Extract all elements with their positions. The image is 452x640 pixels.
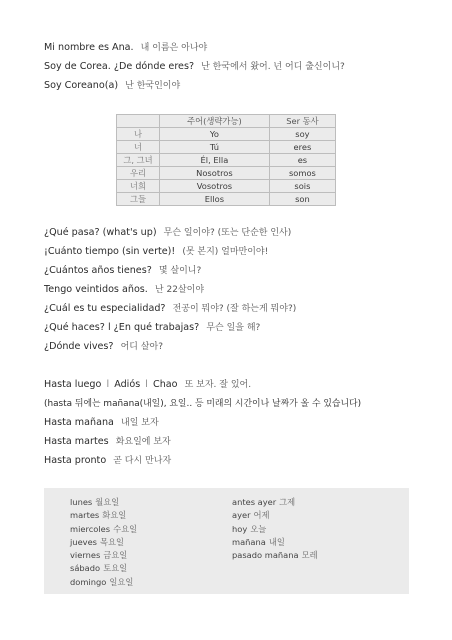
day-spanish: pasado mañana	[232, 550, 299, 561]
farewell-line	[44, 455, 171, 467]
list-item	[232, 536, 318, 549]
relative-days-list	[232, 496, 318, 562]
phrase-korean: (못 본지) 얼마만이야!	[182, 247, 269, 257]
farewell-note: (hasta 뒤에는 mañana(내일), 요일.. 등 미래의 시간이나 날짜가 올 수 있습니다)	[44, 399, 362, 409]
farewell-spanish: Adiós	[114, 379, 141, 390]
intro-line-3	[44, 80, 180, 92]
day-korean: 내일	[268, 536, 285, 547]
table-row	[117, 141, 336, 154]
farewell-line	[44, 436, 171, 448]
weekdays-list	[70, 496, 137, 589]
verb-form: eres	[269, 141, 335, 154]
phrase-line	[44, 341, 163, 353]
table-header-row	[117, 115, 336, 128]
phrase-korean: 몇 살이니?	[158, 266, 202, 276]
day-spanish: viernes	[70, 550, 101, 561]
pronoun-korean: 너희	[117, 180, 160, 193]
phrase-line	[44, 303, 296, 315]
intro-line-2	[44, 61, 345, 73]
pronoun-korean: 너	[117, 141, 160, 154]
day-korean: 일요일	[109, 576, 134, 587]
farewell-spanish: Hasta martes	[44, 436, 109, 447]
day-spanish: hoy	[232, 523, 248, 534]
intro-spanish: Soy Coreano(a)	[44, 80, 119, 91]
table-row	[117, 128, 336, 141]
intro-line-1	[44, 42, 207, 54]
verb-form: son	[269, 193, 335, 206]
pronoun-spanish: Tú	[160, 141, 270, 154]
intro-spanish: Soy de Corea. ¿De dónde eres?	[44, 61, 195, 72]
phrase-spanish: ¡Cuánto tiempo (sin verte)!	[44, 246, 176, 257]
phrase-spanish: ¿Dónde vives?	[44, 341, 114, 352]
verb-form: soy	[269, 128, 335, 141]
list-item	[232, 496, 318, 509]
table-row	[117, 180, 336, 193]
day-korean: 금요일	[103, 550, 128, 561]
intro-spanish: Mi nombre es Ana.	[44, 42, 134, 53]
farewell-korean: 곧 다시 만나자	[113, 456, 172, 466]
day-korean: 월요일	[95, 497, 120, 507]
intro-korean: 내 이름은 아나야	[140, 43, 208, 53]
day-korean: 오늘	[250, 523, 267, 534]
day-spanish: martes	[70, 510, 100, 521]
day-spanish: domingo	[70, 576, 107, 587]
phrase-korean: 무슨 일이야? (또는 단순한 인사)	[163, 228, 292, 238]
verb-form: es	[269, 154, 335, 167]
day-korean: 화요일	[102, 510, 127, 521]
day-korean: 목요일	[100, 536, 125, 547]
phrase-korean: 전공이 뭐야? (잘 하는게 뭐야?)	[172, 304, 297, 314]
day-spanish: jueves	[70, 536, 98, 547]
phrase-line	[44, 227, 291, 239]
phrase-line	[44, 284, 204, 296]
farewell-korean: 화요일에 보자	[115, 437, 171, 447]
farewell-korean: 내일 보자	[121, 418, 159, 428]
separator: l	[106, 379, 110, 390]
table-header-cell	[117, 115, 160, 128]
day-spanish: lunes	[70, 497, 93, 507]
pronoun-spanish: Yo	[160, 128, 270, 141]
phrase-spanish: ¿Cuál es tu especialidad?	[44, 303, 166, 314]
phrase-line	[44, 265, 201, 277]
list-item	[232, 509, 318, 522]
farewell-line	[44, 417, 159, 429]
farewell-spanish: Hasta luego	[44, 379, 102, 390]
table-row	[117, 193, 336, 206]
farewell-korean: 또 보자. 잘 있어.	[184, 380, 252, 390]
pronoun-spanish: Nosotros	[160, 167, 270, 180]
list-item	[70, 549, 137, 562]
list-item	[70, 562, 137, 575]
pronoun-korean: 나	[117, 128, 160, 141]
list-item	[70, 496, 137, 509]
phrase-korean: 난 22살이야	[154, 285, 205, 295]
day-spanish: ayer	[232, 510, 251, 521]
table-row	[117, 154, 336, 167]
pronoun-korean: 그, 그녀	[117, 154, 160, 167]
phrase-korean: 어디 살아?	[120, 342, 163, 352]
list-item	[70, 509, 137, 522]
separator: l	[145, 379, 148, 390]
pronoun-spanish: Vosotros	[160, 180, 270, 193]
pronoun-spanish: Ellos	[160, 193, 270, 206]
day-spanish: sábado	[70, 563, 101, 574]
intro-korean: 난 한국에서 왔어. 넌 어디 출신이니?	[201, 62, 345, 72]
farewell-spanish: Hasta mañana	[44, 417, 114, 428]
phrase-korean: 무슨 일을 해?	[206, 323, 261, 333]
pronoun-korean: 우리	[117, 167, 160, 180]
farewell-spanish: Chao	[153, 379, 178, 390]
pronoun-spanish: Él, Ella	[160, 154, 270, 167]
phrase-spanish: Tengo veintidos años.	[44, 284, 148, 295]
day-spanish: antes ayer	[232, 497, 277, 507]
ser-conjugation-table	[116, 114, 336, 206]
phrase-spanish: ¿Qué haces? l ¿En qué trabajas?	[44, 322, 200, 333]
phrase-line	[44, 246, 268, 258]
pronoun-korean: 그들	[117, 193, 160, 206]
table-header-cell: Ser 동사	[269, 115, 335, 128]
phrase-spanish: ¿Cuántos años tienes?	[44, 265, 152, 276]
table-row	[117, 167, 336, 180]
verb-form: sois	[269, 180, 335, 193]
list-item	[70, 576, 137, 589]
day-korean: 그제	[279, 497, 296, 507]
list-item	[70, 523, 137, 536]
day-korean: 토요일	[103, 563, 128, 574]
phrase-spanish: ¿Qué pasa? (what's up)	[44, 227, 157, 238]
days-vocabulary-box	[44, 488, 409, 594]
day-korean: 모레	[301, 550, 318, 561]
list-item	[70, 536, 137, 549]
farewell-spanish: Hasta pronto	[44, 455, 107, 466]
farewell-line-main	[44, 379, 251, 391]
day-korean: 수요일	[113, 523, 138, 534]
day-spanish: miercoles	[70, 523, 111, 534]
verb-form: somos	[269, 167, 335, 180]
day-korean: 어제	[253, 510, 270, 521]
day-spanish: mañana	[232, 536, 266, 547]
phrase-line	[44, 322, 260, 334]
intro-korean: 난 한국인이야	[125, 81, 181, 91]
list-item	[232, 523, 318, 536]
table-header-cell: 주어(생략가능)	[160, 115, 270, 128]
list-item	[232, 549, 318, 562]
